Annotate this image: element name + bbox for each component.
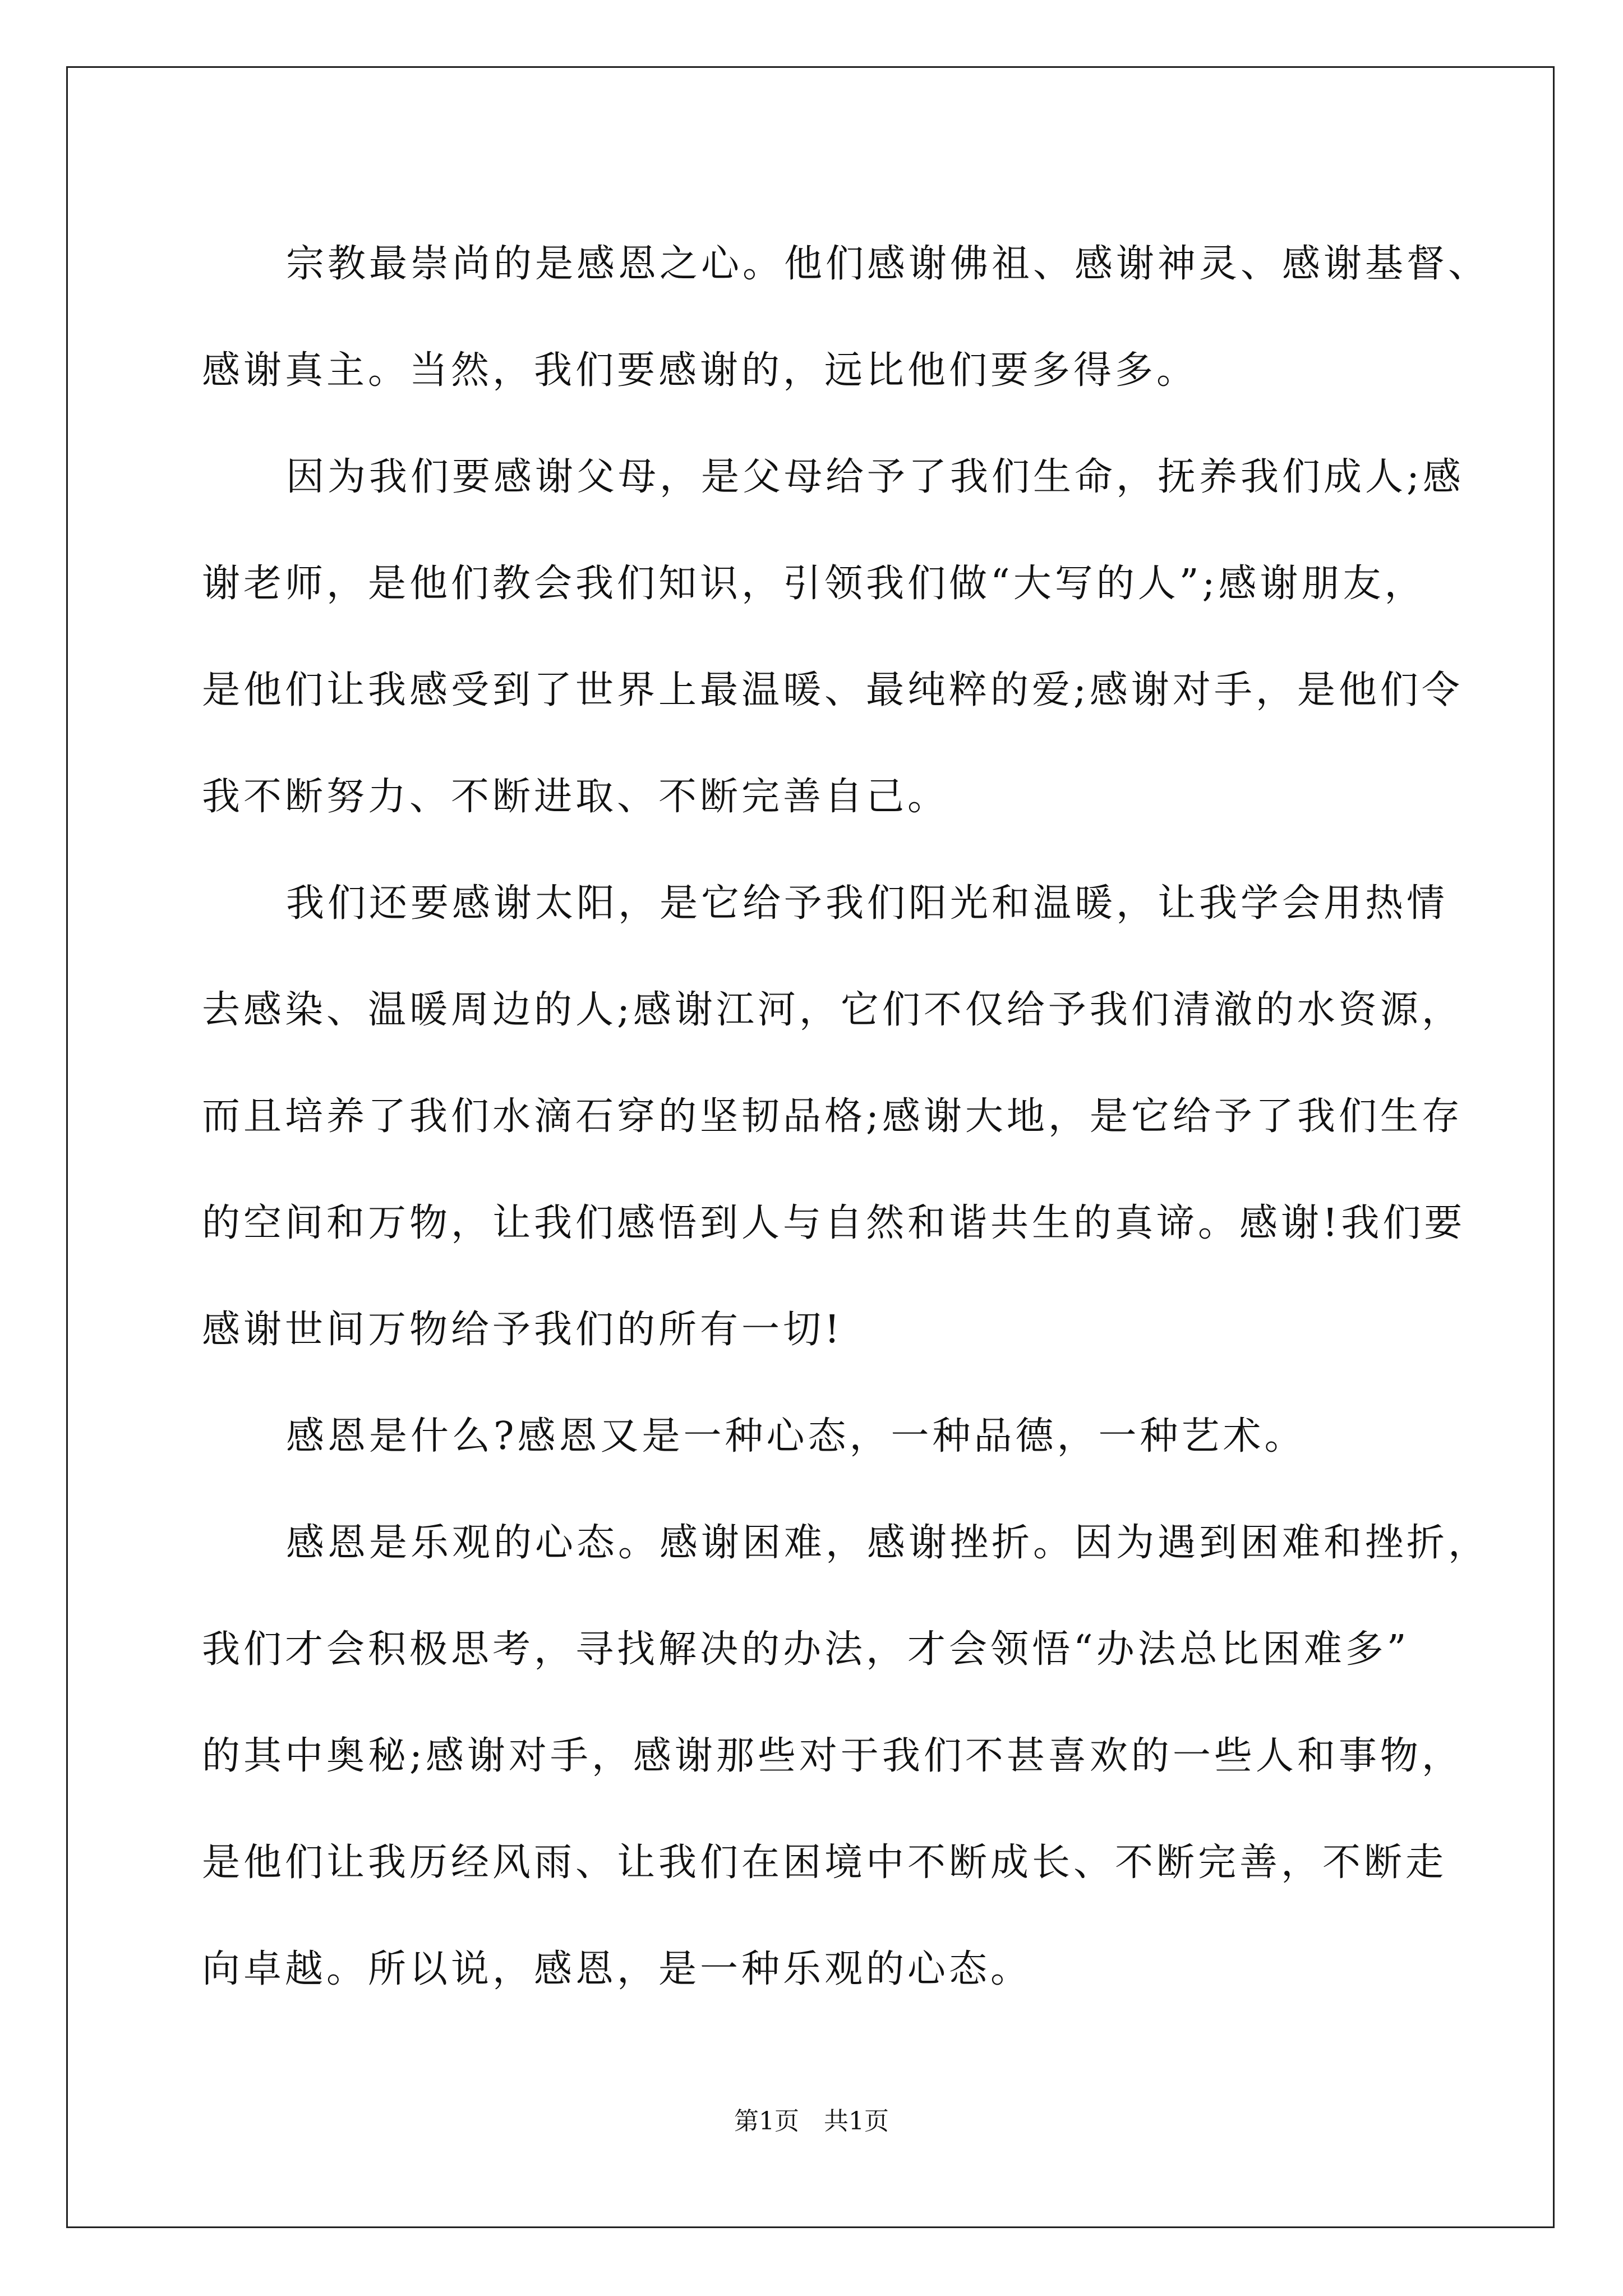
text-line: 感恩是乐观的心态。感谢困难，感谢挫折。因为遇到困难和挫折， xyxy=(286,1521,1490,1565)
text-line: 我们才会积极思考，寻找解决的办法，才会领悟“办法总比困难多” xyxy=(202,1627,1410,1672)
text-line: 向卓越。所以说，感恩，是一种乐观的心态。 xyxy=(202,1947,1032,1991)
text-line: 是他们让我历经风雨、让我们在困境中不断成长、不断完善，不断走 xyxy=(202,1841,1447,1885)
text-line: 因为我们要感谢父母，是父母给予了我们生命，抚养我们成人;感 xyxy=(286,455,1464,499)
text-line: 我不断努力、不断进取、不断完善自己。 xyxy=(202,775,949,819)
text-line: 我们还要感谢太阳，是它给予我们阳光和温暖，让我学会用热情 xyxy=(286,881,1449,926)
text-line: 的空间和万物，让我们感悟到人与自然和谐共生的真谛。感谢!我们要 xyxy=(202,1201,1466,1245)
text-line: 感谢真主。当然，我们要感谢的，远比他们要多得多。 xyxy=(202,348,1198,393)
text-line: 谢老师，是他们教会我们知识，引领我们做“大写的人”;感谢朋友， xyxy=(202,562,1426,606)
text-line: 感恩是什么?感恩又是一种心态，一种品德，一种艺术。 xyxy=(286,1414,1306,1458)
text-line: 宗教最崇尚的是感恩之心。他们感谢佛祖、感谢神灵、感谢基督、 xyxy=(286,242,1490,286)
text-line: 感谢世间万物给予我们的所有一切! xyxy=(202,1308,843,1352)
text-line: 去感染、温暖周边的人;感谢江河，它们不仅给予我们清澈的水资源， xyxy=(202,988,1463,1032)
document-body xyxy=(202,211,1490,2023)
page-number-footer: 第1页 共1页 xyxy=(734,2107,889,2136)
text-line: 而且培养了我们水滴石穿的坚韧品格;感谢大地，是它给予了我们生存 xyxy=(202,1094,1463,1139)
text-line: 的其中奥秘;感谢对手，感谢那些对于我们不甚喜欢的一些人和事物， xyxy=(202,1734,1463,1778)
text-line: 是他们让我感受到了世界上最温暖、最纯粹的爱;感谢对手，是他们令 xyxy=(202,668,1463,712)
